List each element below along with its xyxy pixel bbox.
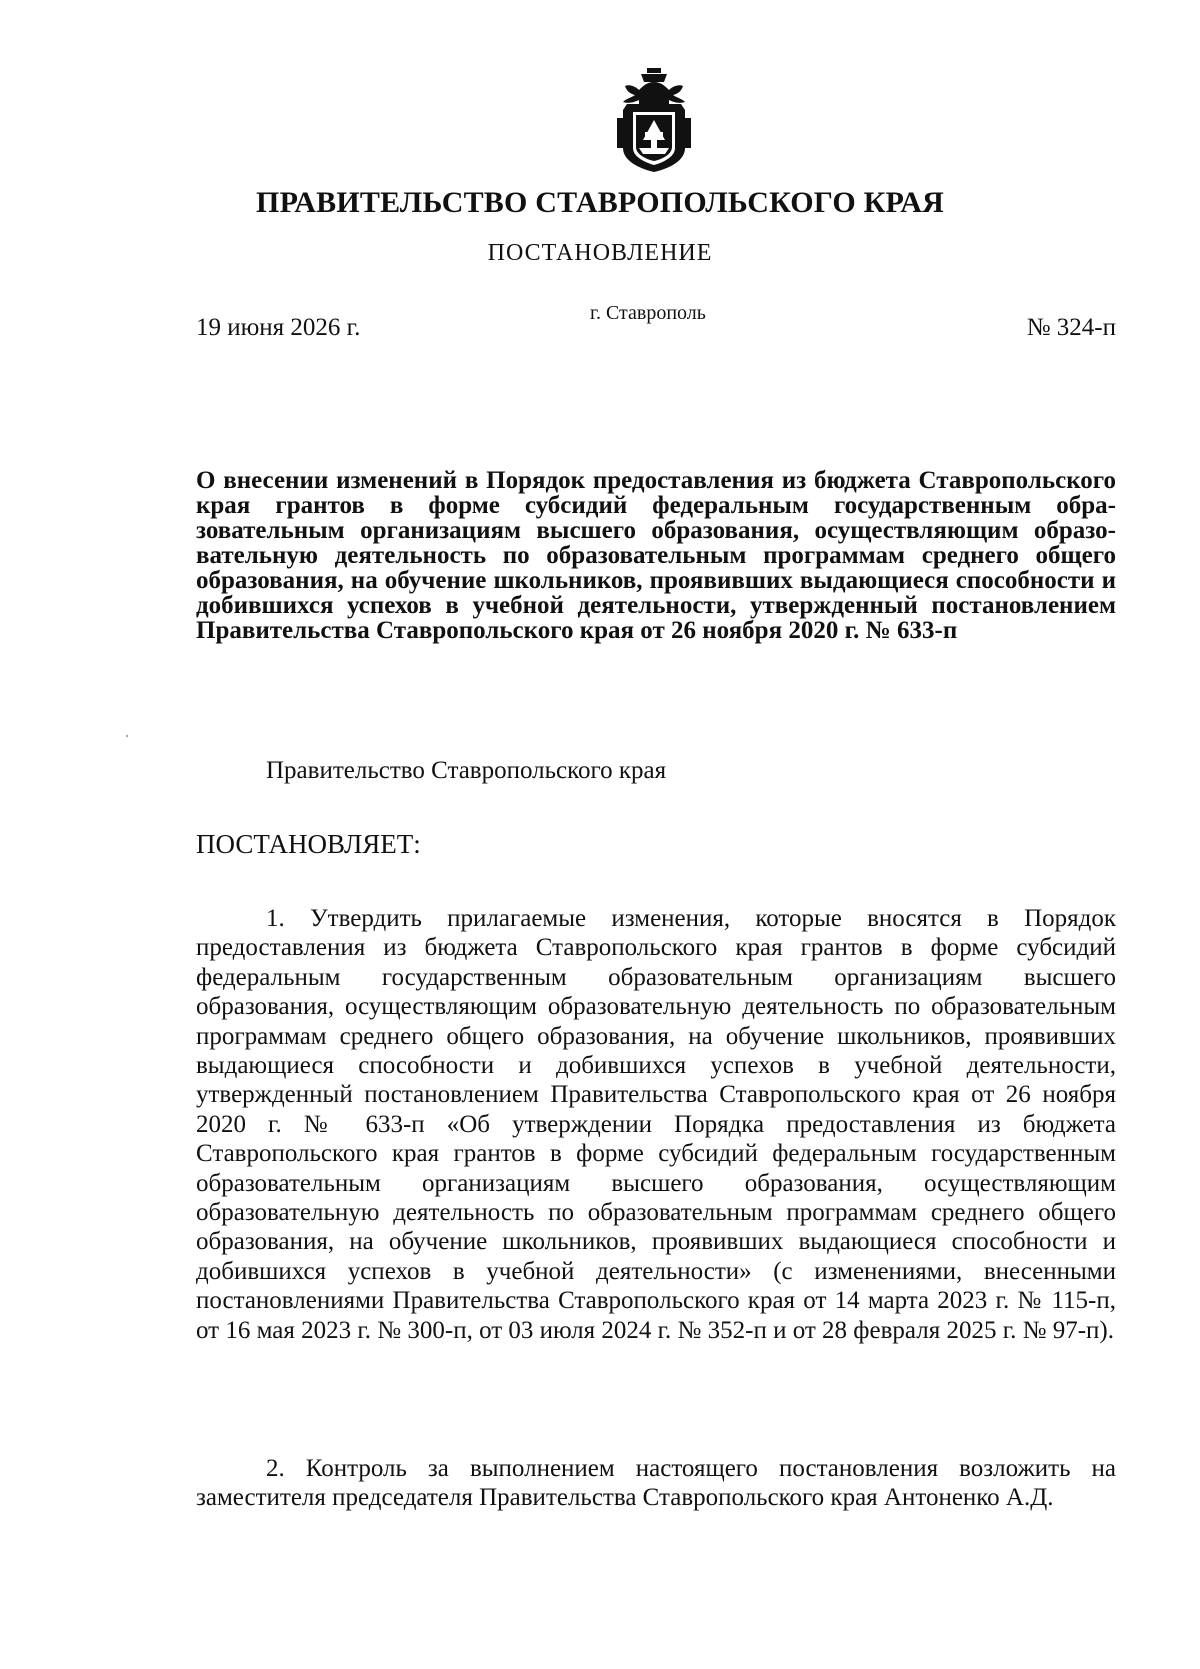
paragraph-2: 2. Контроль за выполнением настоящего постановления возложить на заместителя председателя Правительства Ставропольского края Антоненко А.Д. xyxy=(196,1455,1116,1512)
coat-of-arms-icon xyxy=(617,68,691,172)
scan-speck xyxy=(126,735,128,737)
document-number: № 324-п xyxy=(1026,314,1116,341)
organization-title: ПРАВИТЕЛЬСТВО СТАВРОПОЛЬСКОГО КРАЯ xyxy=(256,186,944,219)
document-date: 19 июня 2026 г. xyxy=(196,314,361,341)
government-line: Правительство Ставропольского края xyxy=(266,757,667,784)
document-type: ПОСТАНОВЛЕНИЕ xyxy=(487,240,713,266)
paragraph-1: 1. Утвердить прилагаемые изменения, которые вносятся в Порядок предоставления из бюджета Ставропольского края грантов в форме субсидий федеральным государственным образовательным организациям высшего образования, осуществляющим образовательную деятельность по образовательным программам среднего общего образования, на обучение школьников, проявивших выдающиеся способности и добившихся успехов в учебной деятельности, утвержденный постановлением Правительства Ставропольского края от 26 ноября 2020 г. № 633-п «Об утверждении Порядка предоставления из бюджета Ставропольского края грантов в форме субсидий федеральным государственным образовательным организациям высшего образования, осуществляющим образовательную деятельность по образовательным программам среднего общего образования, на обучение школьников, проявивших выдающиеся способности и добившихся успехов в учебной деятельности» (с изменениями, внесенными постановлениями Правительства Ставропольского края от 14 марта 2023 г. № 115-п, от 16 мая 2023 г. № 300-п, от 03 июля 2024 г. № 352-п и от 28 февраля 2025 г. № 97-п). xyxy=(196,905,1116,1344)
document-subject: О внесении изменений в Порядок предоставления из бюджета Ставропольского края грантов в форме субсидий федеральным государственным образовательным организациям высшего образования, осуществляющим образовательную деятельность по образовательным программам среднего общего образования, на обучение школьников, проявивших выдающиеся способности и добившихся успехов в учебной деятельности, утвержденный постановлением Правительства Ставропольского края от 26 ноября 2020 г. № 633-п xyxy=(196,467,1116,644)
document-city: г. Ставрополь xyxy=(590,302,706,324)
resolves-heading: ПОСТАНОВЛЯЕТ: xyxy=(196,829,421,859)
